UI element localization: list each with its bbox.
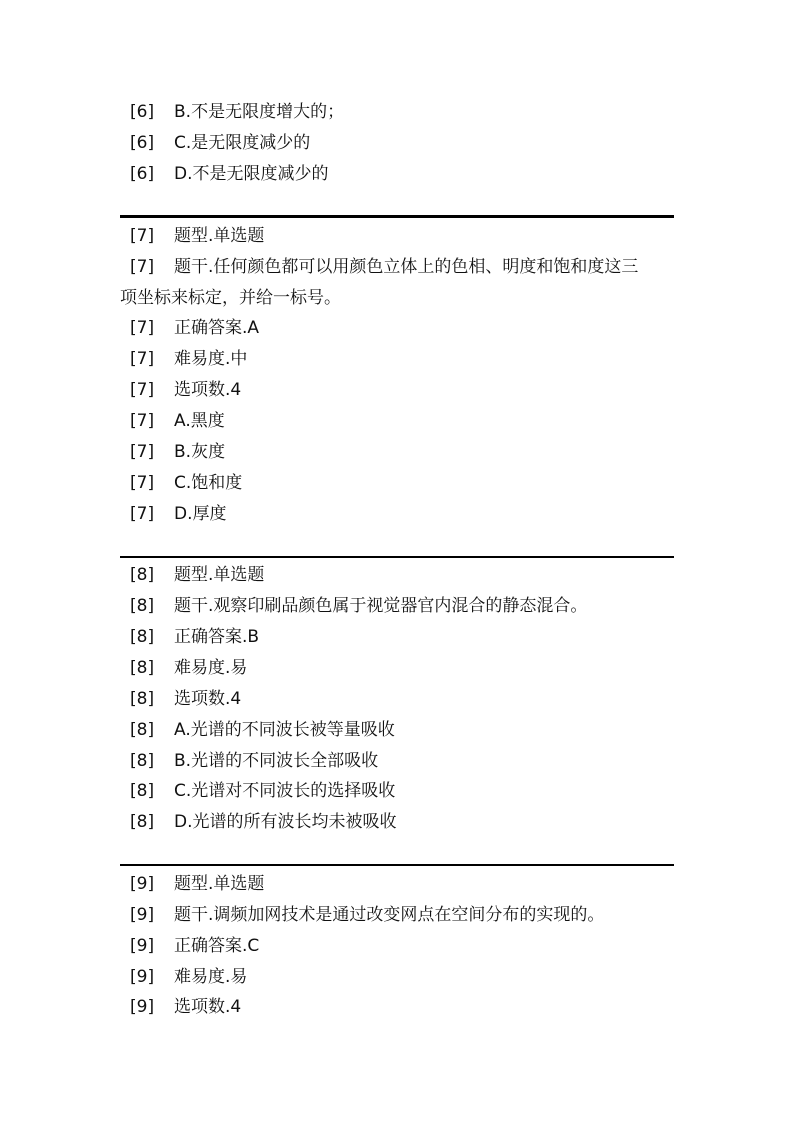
q6-option-c-text: C.是无限度减少的: [174, 133, 311, 153]
section-divider: [120, 556, 674, 558]
q7-number: [7]: [130, 226, 155, 246]
q9-option-count: [130, 996, 241, 1018]
q8-option-count: [130, 688, 241, 710]
q9-number: [9]: [130, 874, 155, 894]
q9-answer-text: 正确答案.C: [174, 936, 260, 956]
q7-answer: [130, 317, 259, 339]
q7-option-a: [130, 410, 225, 432]
q9-option-count-text: 选项数.4: [174, 997, 242, 1017]
q8-option-a-text: A.光谱的不同波长被等量吸收: [174, 720, 395, 740]
q8-option-b-text: B.光谱的不同波长全部吸收: [174, 751, 379, 771]
q8-option-a: [130, 719, 395, 741]
q7-type: [130, 225, 264, 247]
q7-stem: [130, 256, 638, 278]
q8-option-b: [130, 750, 378, 772]
q9-number: [9]: [130, 936, 155, 956]
q9-stem: [130, 904, 604, 926]
q8-difficulty: [130, 657, 247, 679]
q7-option-b: [130, 441, 225, 463]
q7-stem-text: 题干.任何颜色都可以用颜色立体上的色相、明度和饱和度这三: [174, 257, 639, 277]
q8-answer-text: 正确答案.B: [174, 627, 260, 647]
q8-type-text: 题型.单选题: [174, 565, 265, 585]
q7-difficulty-text: 难易度.中: [174, 349, 248, 369]
q8-option-c-text: C.光谱对不同波长的选择吸收: [174, 781, 396, 801]
q8-number: [8]: [130, 812, 155, 832]
q7-answer-text: 正确答案.A: [174, 318, 260, 338]
q7-number: [7]: [130, 318, 155, 338]
q9-stem-text: 题干.调频加网技术是通过改变网点在空间分布的实现的。: [174, 905, 605, 925]
q8-number: [8]: [130, 565, 155, 585]
q8-answer: [130, 626, 259, 648]
q7-option-b-text: B.灰度: [174, 442, 226, 462]
q7-number: [7]: [130, 504, 155, 524]
q7-number: [7]: [130, 442, 155, 462]
q6-option-b-text: B.不是无限度增大的；: [174, 102, 345, 122]
q7-option-a-text: A.黑度: [174, 411, 225, 431]
q7-option-c-text: C.饱和度: [174, 473, 243, 493]
q9-answer: [130, 935, 259, 957]
q6-number: [6]: [130, 102, 155, 122]
q7-difficulty: [130, 348, 247, 370]
q7-option-c: [130, 472, 242, 494]
q7-number: [7]: [130, 411, 155, 431]
q7-number: [7]: [130, 473, 155, 493]
q9-type: [130, 873, 264, 895]
q7-option-d-text: D.厚度: [174, 504, 227, 524]
q8-number: [8]: [130, 720, 155, 740]
q8-stem-text: 题干.观察印刷品颜色属于视觉器官内混合的静态混合。: [174, 596, 588, 616]
q8-option-c: [130, 780, 395, 802]
q9-type-text: 题型.单选题: [174, 874, 265, 894]
q7-stem-continuation: 项坐标来标定，并给一标号。: [120, 288, 341, 308]
q6-option-d-text: D.不是无限度减少的: [174, 164, 329, 184]
q8-option-d: [130, 811, 397, 833]
q7-option-d: [130, 503, 227, 525]
q6-option-b: [130, 101, 344, 123]
q7-option-count-text: 选项数.4: [174, 380, 242, 400]
q9-number: [9]: [130, 905, 155, 925]
q8-number: [8]: [130, 627, 155, 647]
section-divider: [120, 864, 674, 866]
q8-type: [130, 564, 264, 586]
q7-type-text: 题型.单选题: [174, 226, 265, 246]
q8-difficulty-text: 难易度.易: [174, 658, 248, 678]
q8-number: [8]: [130, 689, 155, 709]
q6-option-c: [130, 132, 310, 154]
q7-number: [7]: [130, 257, 155, 277]
q8-number: [8]: [130, 658, 155, 678]
q8-option-d-text: D.光谱的所有波长均未被吸收: [174, 812, 397, 832]
q8-number: [8]: [130, 781, 155, 801]
q8-stem: [130, 595, 587, 617]
q9-difficulty: [130, 966, 247, 988]
q6-number: [6]: [130, 133, 155, 153]
section-divider: [120, 215, 674, 218]
q8-option-count-text: 选项数.4: [174, 689, 242, 709]
q7-number: [7]: [130, 349, 155, 369]
q8-number: [8]: [130, 751, 155, 771]
q6-number: [6]: [130, 164, 155, 184]
q6-option-d: [130, 163, 329, 185]
q7-number: [7]: [130, 380, 155, 400]
q7-option-count: [130, 379, 241, 401]
q9-number: [9]: [130, 997, 155, 1017]
q9-number: [9]: [130, 967, 155, 987]
q8-number: [8]: [130, 596, 155, 616]
q9-difficulty-text: 难易度.易: [174, 967, 248, 987]
